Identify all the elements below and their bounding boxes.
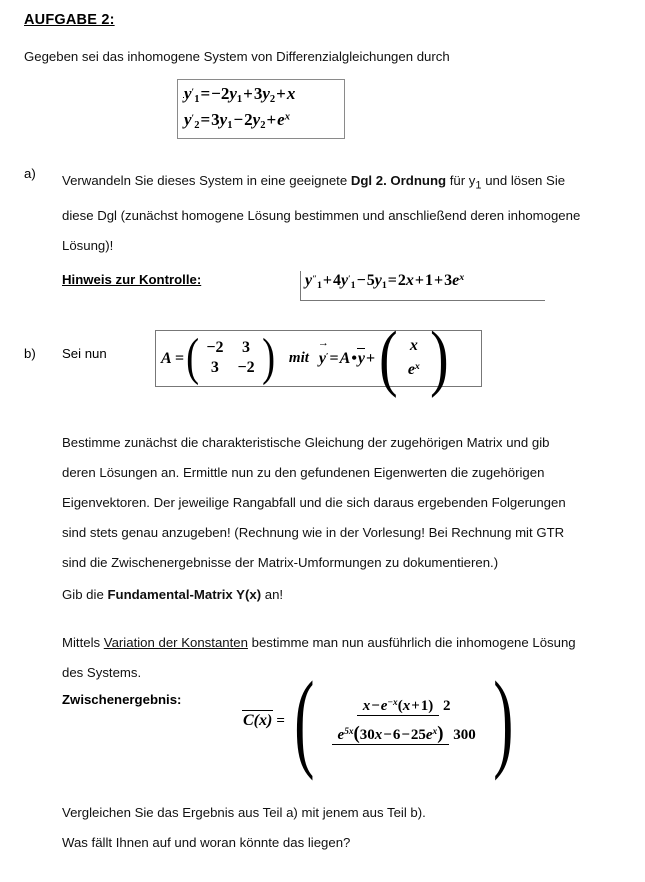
matrix-A-cell-1-1: −2 — [237, 359, 255, 377]
matrix-A-cell-0-1: 3 — [242, 339, 251, 357]
hinweis-label: Hinweis zur Kontrolle: — [62, 272, 202, 287]
left-paren-icon: ( — [186, 329, 200, 387]
right-paren-icon: ) — [492, 659, 514, 782]
eq1-index: 1 — [194, 93, 200, 105]
inhomogeneity-vector — [376, 316, 451, 399]
part-a-text-2: für y — [446, 173, 476, 188]
mit-label: mit — [288, 350, 309, 366]
matrix-A-cell-0-0: −2 — [206, 339, 224, 357]
closing-line-2: Was fällt Ihnen auf und woran könnte das liegen? — [62, 835, 351, 850]
inhomog-vector-row-0: x — [409, 337, 418, 355]
matrix-A-label: A = — [161, 349, 184, 367]
matrix-definition-box — [155, 316, 482, 399]
intro-paragraph: Gegeben sei das inhomogene System von Differenzialgleichungen durch — [24, 49, 450, 64]
c-row2-denominator: 300 — [453, 726, 476, 743]
closing-line-1: Vergleichen Sie das Ergebnis aus Teil a) mit jenem aus Teil b). — [62, 805, 426, 820]
eq2-index: 2 — [194, 119, 200, 131]
fundamental-matrix-line — [62, 580, 582, 610]
hinweis-formula-box — [300, 271, 545, 301]
system-equation-2: $y'_2=3y_1-2y_2+e^x$ — [184, 110, 290, 131]
variation-underlined: Variation der Konstanten — [103, 635, 248, 650]
c-of-x-label: C(x) — [243, 712, 273, 729]
part-a-text-1: Verwandeln Sie dieses System in eine geeignete — [62, 173, 351, 188]
c-of-x-equals: = — [276, 712, 285, 729]
matrix-A-cell-1-0: 3 — [210, 359, 219, 377]
fundamental-pre: Gib die — [62, 587, 108, 602]
vector-differential-equation: y →′=A•y+ — [319, 350, 376, 368]
page-title: AUFGABE 2: — [24, 12, 115, 28]
c-of-x-row-2 — [332, 723, 476, 745]
part-a-marker: a) — [24, 166, 36, 181]
left-paren-icon: ( — [294, 659, 315, 782]
variation-pre: Mittels — [62, 635, 104, 650]
hinweis-formula: $y''_1+4y'_1-5y_1=2x+1+3e^x$ — [305, 272, 465, 291]
part-b-marker: b) — [24, 346, 36, 361]
zwischenergebnis-label: Zwischenergebnis: — [62, 692, 182, 707]
inhomog-vector-row-1: $e^x$ — [407, 361, 420, 379]
fundamental-post: an! — [261, 587, 284, 602]
matrix-A — [184, 329, 277, 387]
variation-post: bestimme man nun ausführlich die inhomogene Lösung des Systems. — [62, 635, 576, 680]
c-row1-numerator: $x-e^{-x}(x+1)$ — [357, 698, 440, 716]
c-row1-denominator: 2 — [443, 697, 451, 714]
part-a-bold-dgl: Dgl 2. Ordnung — [350, 173, 447, 188]
c-of-x-row-1 — [332, 697, 476, 714]
part-a-sub-index: 1 — [475, 179, 482, 192]
left-paren-icon: ( — [379, 316, 398, 399]
closing-text — [62, 798, 582, 858]
part-a-text-3: und lösen Sie diese Dgl (zunächst homogene Lösung bestimmen und anschließend deren inhomogene Lösung)! — [62, 173, 581, 253]
c-of-x-formula — [243, 659, 521, 782]
matrix-definition-formula — [161, 316, 452, 399]
c-row2-numerator: $e^{5x}(30x-6-25e^x)$ — [332, 727, 450, 745]
part-b-lead: Sei nun — [62, 346, 107, 361]
part-a-text — [62, 166, 582, 261]
right-paren-icon: ) — [429, 316, 449, 399]
right-paren-icon: ) — [261, 329, 275, 387]
fundamental-bold: Fundamental-Matrix Y(x) — [107, 587, 262, 602]
part-b-body-text: Bestimme zunächst die charakteristische Gleichung der zugehörigen Matrix und gib deren Lösungen an. Ermittle nun zu den gefundenen Eigenwerten die zugehörigen Eigenvektoren. Der jeweilige Rangabfall und die sich daraus ergebenden Folgerungen sind stets genau anzugeben! (Rechnung wie in der Vorlesung! Bei Rechnung mit GTR sind die Zwischenergebnisse der Matrix-Umformungen zu dokumentieren.) — [62, 435, 566, 570]
system-of-equations-box — [177, 79, 345, 139]
system-equation-1: $y'_1=-2y_1+3y_2+x$ — [184, 84, 296, 105]
